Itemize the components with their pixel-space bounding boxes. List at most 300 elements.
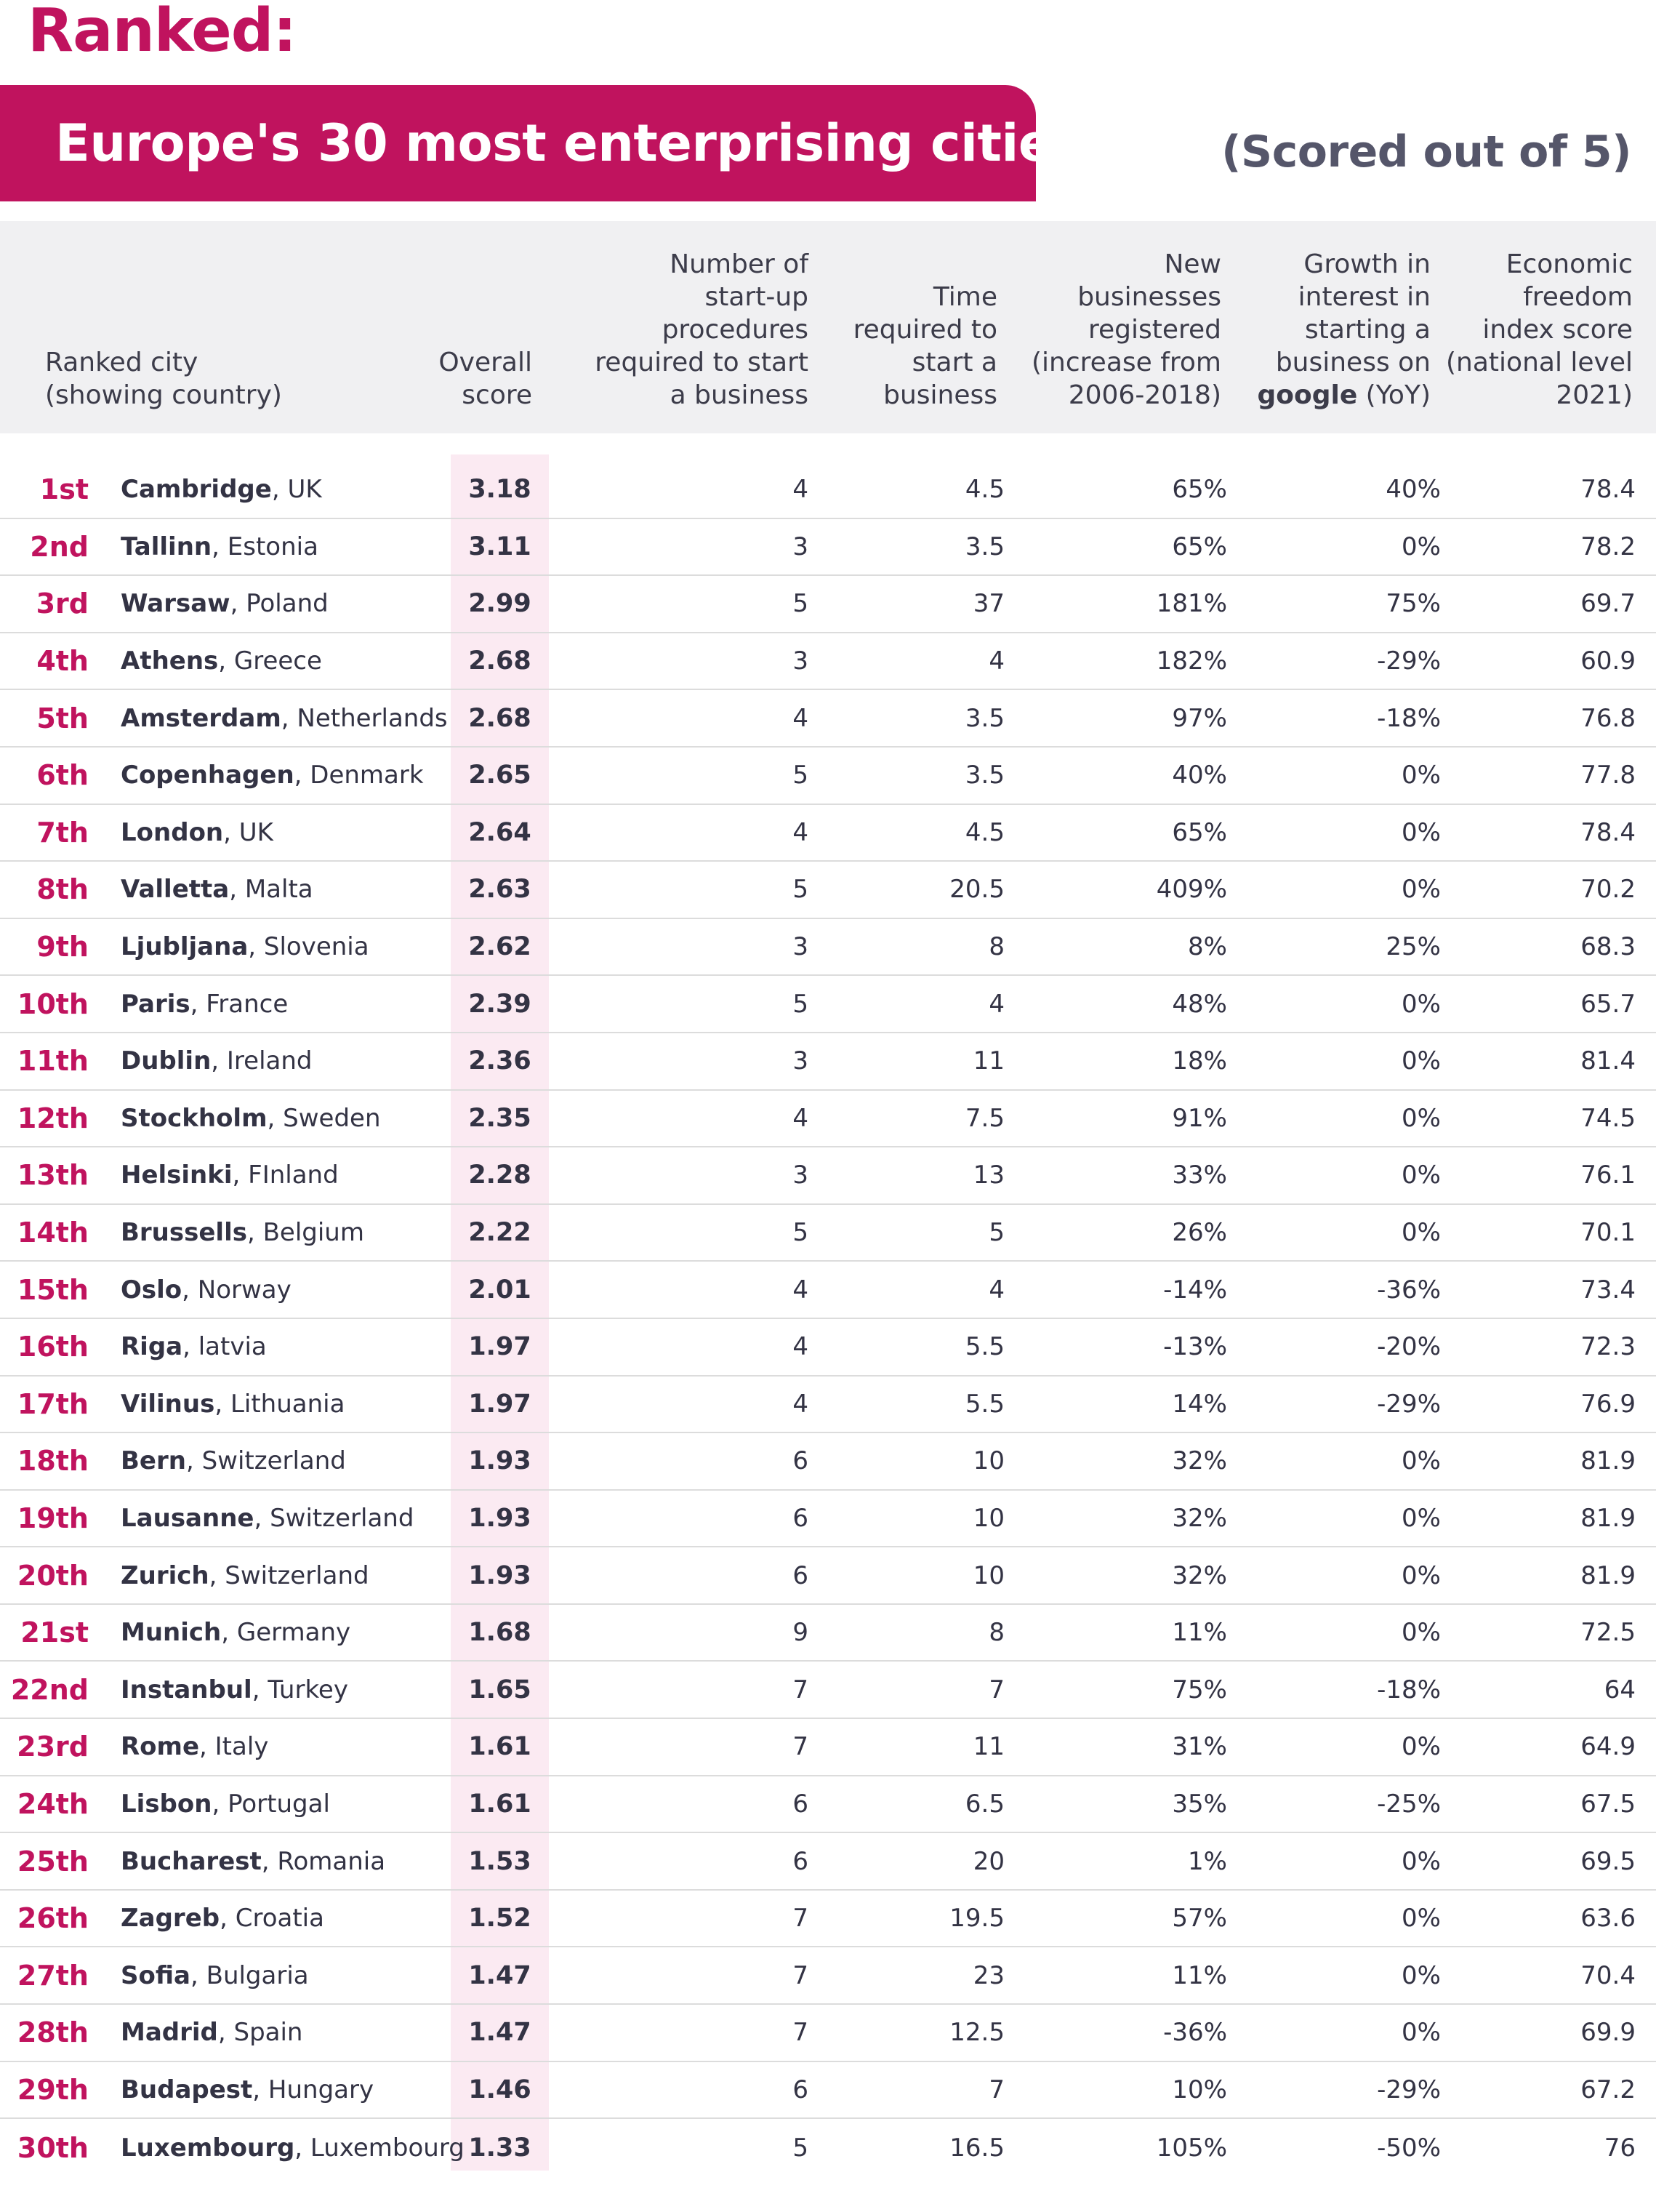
country-name: , Switzerland xyxy=(254,1503,414,1533)
country-name: , Turkey xyxy=(252,1675,348,1704)
table-row xyxy=(0,1033,1656,1091)
overall-score: 2.68 xyxy=(468,646,531,676)
econ-freedom-value: 81.9 xyxy=(1580,1446,1636,1476)
growth-value: 0% xyxy=(1402,1846,1441,1876)
city-cell xyxy=(121,748,424,804)
city-name: Amsterdam xyxy=(121,703,281,733)
time-value: 23 xyxy=(973,1960,1005,1990)
city-name: Valletta xyxy=(121,875,230,905)
title-banner xyxy=(0,85,1083,201)
econ-freedom-value: 76.9 xyxy=(1580,1389,1636,1419)
econ-freedom-value: 73.4 xyxy=(1580,1275,1636,1305)
table-row xyxy=(0,462,1656,519)
rank-label: 8th xyxy=(36,873,89,906)
header-new-line: 2006-2018) xyxy=(1068,380,1221,410)
table-row xyxy=(0,1491,1656,1548)
ranking-table-body xyxy=(0,462,1656,2176)
econ-freedom-value: 72.5 xyxy=(1580,1618,1636,1648)
city-name: Sofia xyxy=(121,1960,190,1990)
overall-score: 1.97 xyxy=(468,1389,531,1419)
time-value: 8 xyxy=(989,932,1005,962)
rank-label: 11th xyxy=(17,1045,89,1078)
growth-value: 0% xyxy=(1402,1560,1441,1590)
city-name: Brussells xyxy=(121,1218,247,1248)
new-businesses-value: 26% xyxy=(1172,1218,1227,1248)
overall-score: 2.68 xyxy=(468,703,531,733)
rank-label: 21st xyxy=(20,1616,89,1649)
table-row xyxy=(0,1262,1656,1319)
procedures-value: 3 xyxy=(792,646,808,676)
country-name: , Belgium xyxy=(246,1218,364,1248)
growth-value: 0% xyxy=(1402,1046,1441,1076)
growth-value: 25% xyxy=(1386,932,1441,962)
table-row xyxy=(0,1891,1656,1948)
new-businesses-value: 10% xyxy=(1172,2075,1227,2104)
procedures-value: 5 xyxy=(792,761,808,790)
time-value: 4 xyxy=(989,989,1005,1019)
city-cell xyxy=(121,1205,364,1261)
new-businesses-value: 97% xyxy=(1172,703,1227,733)
econ-freedom-value: 69.5 xyxy=(1580,1846,1636,1876)
header-growth-google: google xyxy=(1257,380,1358,410)
header-city-line: (showing country) xyxy=(45,380,282,410)
table-row xyxy=(0,576,1656,633)
econ-freedom-value: 70.4 xyxy=(1580,1960,1636,1990)
procedures-value: 4 xyxy=(792,817,808,847)
overall-score: 1.68 xyxy=(468,1618,531,1648)
header-econ-line: 2021) xyxy=(1556,380,1633,410)
city-name: Munich xyxy=(121,1618,222,1648)
header-city xyxy=(45,346,282,433)
growth-value: 0% xyxy=(1402,1503,1441,1533)
econ-freedom-value: 78.4 xyxy=(1580,817,1636,847)
new-businesses-value: 57% xyxy=(1172,1904,1227,1934)
time-value: 5.5 xyxy=(965,1332,1005,1362)
procedures-value: 5 xyxy=(792,1218,808,1248)
city-name: Luxembourg xyxy=(121,2133,295,2163)
city-cell xyxy=(121,519,318,575)
procedures-value: 6 xyxy=(792,1560,808,1590)
overall-score: 1.46 xyxy=(468,2075,531,2104)
header-new-line: registered xyxy=(1088,315,1221,345)
header-time-line: Time xyxy=(933,282,997,312)
country-name: , Estonia xyxy=(212,532,318,561)
time-value: 19.5 xyxy=(949,1904,1005,1934)
city-cell xyxy=(121,919,369,975)
econ-freedom-value: 67.5 xyxy=(1580,1789,1636,1819)
table-row xyxy=(0,1433,1656,1491)
procedures-value: 7 xyxy=(792,1960,808,1990)
time-value: 20.5 xyxy=(949,875,1005,905)
new-businesses-value: 91% xyxy=(1172,1103,1227,1133)
rank-label: 26th xyxy=(17,1902,89,1935)
econ-freedom-value: 78.2 xyxy=(1580,532,1636,561)
city-cell xyxy=(121,1491,414,1547)
new-businesses-value: 409% xyxy=(1156,875,1227,905)
rank-label: 22nd xyxy=(10,1673,89,1706)
procedures-value: 7 xyxy=(792,1675,808,1704)
growth-value: -20% xyxy=(1377,1332,1441,1362)
growth-value: -50% xyxy=(1377,2133,1441,2163)
time-value: 5.5 xyxy=(965,1389,1005,1419)
country-name: , Netherlands xyxy=(281,703,448,733)
header-econ-line: Economic xyxy=(1506,249,1633,279)
overall-score: 1.47 xyxy=(468,2018,531,2048)
header-time-line: business xyxy=(883,380,997,410)
city-cell xyxy=(121,1776,330,1832)
growth-value: 0% xyxy=(1402,1618,1441,1648)
growth-value: 0% xyxy=(1402,1960,1441,1990)
new-businesses-value: 32% xyxy=(1172,1446,1227,1476)
city-name: Vilinus xyxy=(121,1389,215,1419)
growth-value: 0% xyxy=(1402,761,1441,790)
table-row xyxy=(0,805,1656,862)
table-row xyxy=(0,1605,1656,1662)
time-value: 8 xyxy=(989,1618,1005,1648)
header-overall-score xyxy=(438,346,532,433)
overall-score: 1.61 xyxy=(468,1732,531,1762)
table-row xyxy=(0,1377,1656,1434)
city-name: Cambridge xyxy=(121,475,272,505)
country-name: , Switzerland xyxy=(209,1560,369,1590)
growth-value: -36% xyxy=(1377,1275,1441,1305)
time-value: 7 xyxy=(989,2075,1005,2104)
table-row xyxy=(0,1547,1656,1605)
banner-title: Europe's 30 most enterprising cities xyxy=(55,113,1083,173)
city-name: Instanbul xyxy=(121,1675,252,1704)
rank-label: 23rd xyxy=(17,1731,89,1763)
city-name: Zurich xyxy=(121,1560,209,1590)
country-name: , FInland xyxy=(232,1161,339,1190)
rank-label: 6th xyxy=(36,759,89,792)
econ-freedom-value: 70.1 xyxy=(1580,1218,1636,1248)
table-row xyxy=(0,690,1656,748)
econ-freedom-value: 81.9 xyxy=(1580,1560,1636,1590)
overall-score: 2.35 xyxy=(468,1103,531,1133)
country-name: , Poland xyxy=(230,589,329,619)
time-value: 7 xyxy=(989,1675,1005,1704)
new-businesses-value: 32% xyxy=(1172,1560,1227,1590)
rank-label: 28th xyxy=(17,2016,89,2049)
econ-freedom-value: 76.1 xyxy=(1580,1161,1636,1190)
header-procedures-line: a business xyxy=(670,380,808,410)
time-value: 4 xyxy=(989,646,1005,676)
growth-value: 0% xyxy=(1402,817,1441,847)
new-businesses-value: 31% xyxy=(1172,1732,1227,1762)
city-name: Dublin xyxy=(121,1046,212,1076)
econ-freedom-value: 72.3 xyxy=(1580,1332,1636,1362)
new-businesses-value: 65% xyxy=(1172,817,1227,847)
city-name: Bucharest xyxy=(121,1846,262,1876)
econ-freedom-value: 60.9 xyxy=(1580,646,1636,676)
time-value: 37 xyxy=(973,589,1005,619)
procedures-value: 4 xyxy=(792,475,808,505)
growth-value: 0% xyxy=(1402,1904,1441,1934)
overall-score: 1.97 xyxy=(468,1332,531,1362)
table-row xyxy=(0,976,1656,1033)
country-name: , Norway xyxy=(182,1275,292,1305)
overall-score: 2.36 xyxy=(468,1046,531,1076)
procedures-value: 4 xyxy=(792,1389,808,1419)
time-value: 11 xyxy=(973,1732,1005,1762)
procedures-value: 3 xyxy=(792,532,808,561)
growth-value: 75% xyxy=(1386,589,1441,619)
overall-score: 3.18 xyxy=(468,475,531,505)
city-cell xyxy=(121,576,329,632)
new-businesses-value: 32% xyxy=(1172,1503,1227,1533)
procedures-value: 5 xyxy=(792,589,808,619)
header-new-line: New xyxy=(1164,249,1221,279)
time-value: 4 xyxy=(989,1275,1005,1305)
table-row xyxy=(0,1319,1656,1377)
header-overall-line: Overall xyxy=(438,348,532,377)
time-value: 5 xyxy=(989,1218,1005,1248)
header-growth xyxy=(1257,248,1431,433)
table-row xyxy=(0,633,1656,691)
overall-score: 3.11 xyxy=(468,532,531,561)
score-scale-note: (Scored out of 5) xyxy=(1221,127,1631,177)
procedures-value: 4 xyxy=(792,1275,808,1305)
time-value: 7.5 xyxy=(965,1103,1005,1133)
city-name: Paris xyxy=(121,989,190,1019)
time-value: 4.5 xyxy=(965,817,1005,847)
overall-score: 1.52 xyxy=(468,1904,531,1934)
new-businesses-value: 105% xyxy=(1156,2133,1227,2163)
country-name: , UK xyxy=(223,817,273,847)
overall-score: 1.93 xyxy=(468,1503,531,1533)
time-value: 10 xyxy=(973,1503,1005,1533)
growth-value: -25% xyxy=(1377,1789,1441,1819)
growth-value: 0% xyxy=(1402,875,1441,905)
procedures-value: 3 xyxy=(792,932,808,962)
country-name: , Italy xyxy=(199,1732,269,1762)
rank-label: 16th xyxy=(17,1331,89,1363)
new-businesses-value: 14% xyxy=(1172,1389,1227,1419)
econ-freedom-value: 81.4 xyxy=(1580,1046,1636,1076)
city-cell xyxy=(121,1319,267,1375)
time-value: 20 xyxy=(973,1846,1005,1876)
city-cell xyxy=(121,2005,302,2061)
overall-score: 2.01 xyxy=(468,1275,531,1305)
growth-value: -29% xyxy=(1377,2075,1441,2104)
rank-label: 7th xyxy=(36,816,89,849)
country-name: , Luxembourg xyxy=(294,2133,465,2163)
country-name: , Portugal xyxy=(212,1789,330,1819)
time-value: 3.5 xyxy=(965,532,1005,561)
overall-score: 2.62 xyxy=(468,932,531,962)
city-name: Rome xyxy=(121,1732,200,1762)
country-name: , UK xyxy=(271,475,322,505)
rank-label: 30th xyxy=(17,2131,89,2164)
new-businesses-value: -14% xyxy=(1163,1275,1227,1305)
table-row xyxy=(0,862,1656,919)
overall-score: 2.63 xyxy=(468,875,531,905)
growth-value: 0% xyxy=(1402,532,1441,561)
header-time xyxy=(853,281,997,433)
growth-value: 0% xyxy=(1402,989,1441,1019)
econ-freedom-value: 81.9 xyxy=(1580,1503,1636,1533)
table-row xyxy=(0,1662,1656,1719)
procedures-value: 3 xyxy=(792,1161,808,1190)
rank-label: 9th xyxy=(36,931,89,963)
econ-freedom-value: 76.8 xyxy=(1580,703,1636,733)
city-cell xyxy=(121,976,288,1032)
new-businesses-value: 18% xyxy=(1172,1046,1227,1076)
rank-label: 2nd xyxy=(30,530,89,563)
econ-freedom-value: 64 xyxy=(1604,1675,1636,1704)
city-cell xyxy=(121,1891,324,1947)
new-businesses-value: 35% xyxy=(1172,1789,1227,1819)
procedures-value: 9 xyxy=(792,1618,808,1648)
table-row xyxy=(0,1147,1656,1205)
overall-score: 2.99 xyxy=(468,589,531,619)
procedures-value: 5 xyxy=(792,2133,808,2163)
table-row xyxy=(0,2005,1656,2062)
time-value: 11 xyxy=(973,1046,1005,1076)
procedures-value: 4 xyxy=(792,1103,808,1133)
header-new-line: businesses xyxy=(1077,282,1221,312)
econ-freedom-value: 67.2 xyxy=(1580,2075,1636,2104)
procedures-value: 5 xyxy=(792,989,808,1019)
city-name: Helsinki xyxy=(121,1161,233,1190)
city-name: Lausanne xyxy=(121,1503,254,1533)
rank-label: 5th xyxy=(36,702,89,734)
header-time-line: start a xyxy=(912,348,997,377)
header-econ-line: index score xyxy=(1482,315,1633,345)
country-name: , Slovenia xyxy=(248,932,369,962)
new-businesses-value: 65% xyxy=(1172,475,1227,505)
city-name: Budapest xyxy=(121,2075,253,2104)
city-name: Zagreb xyxy=(121,1904,220,1934)
table-row xyxy=(0,1091,1656,1148)
city-cell xyxy=(121,1262,292,1318)
rank-label: 3rd xyxy=(36,588,89,620)
time-value: 13 xyxy=(973,1161,1005,1190)
city-cell xyxy=(121,2119,465,2176)
growth-value: -29% xyxy=(1377,646,1441,676)
new-businesses-value: 1% xyxy=(1188,1846,1227,1876)
rank-label: 12th xyxy=(17,1102,89,1134)
table-row xyxy=(0,1833,1656,1891)
procedures-value: 3 xyxy=(792,1046,808,1076)
overall-score: 1.65 xyxy=(468,1675,531,1704)
country-name: , Spain xyxy=(217,2018,303,2048)
overall-score: 2.64 xyxy=(468,817,531,847)
econ-freedom-value: 63.6 xyxy=(1580,1904,1636,1934)
growth-value: 0% xyxy=(1402,1732,1441,1762)
procedures-value: 6 xyxy=(792,1846,808,1876)
rank-label: 18th xyxy=(17,1445,89,1478)
header-procedures-line: Number of xyxy=(670,249,808,279)
procedures-value: 4 xyxy=(792,703,808,733)
header-growth-line: Growth in xyxy=(1303,249,1431,279)
city-name: Athens xyxy=(121,646,219,676)
city-cell xyxy=(121,690,448,746)
new-businesses-value: 33% xyxy=(1172,1161,1227,1190)
header-growth-line xyxy=(1257,379,1431,412)
econ-freedom-value: 76 xyxy=(1604,2133,1636,2163)
new-businesses-value: 11% xyxy=(1172,1960,1227,1990)
rank-label: 1st xyxy=(39,473,89,506)
city-name: Warsaw xyxy=(121,589,230,619)
rank-label: 25th xyxy=(17,1845,89,1878)
growth-value: 0% xyxy=(1402,1446,1441,1476)
header-time-line: required to xyxy=(853,315,997,345)
econ-freedom-value: 69.9 xyxy=(1580,2018,1636,2048)
header-procedures xyxy=(595,248,808,433)
country-name: , Malta xyxy=(229,875,313,905)
header-growth-line: starting a xyxy=(1304,315,1431,345)
growth-value: 0% xyxy=(1402,1218,1441,1248)
growth-value: -29% xyxy=(1377,1389,1441,1419)
city-cell xyxy=(121,1033,313,1089)
table-row xyxy=(0,1947,1656,2005)
procedures-value: 7 xyxy=(792,1904,808,1934)
rank-label: 13th xyxy=(17,1159,89,1192)
time-value: 3.5 xyxy=(965,703,1005,733)
country-name: , Lithuania xyxy=(214,1389,345,1419)
table-row xyxy=(0,919,1656,977)
city-cell xyxy=(121,862,313,918)
city-name: Ljubljana xyxy=(121,932,249,962)
table-header xyxy=(0,221,1656,433)
procedures-value: 6 xyxy=(792,2075,808,2104)
time-value: 12.5 xyxy=(949,2018,1005,2048)
overall-score: 2.22 xyxy=(468,1218,531,1248)
city-cell xyxy=(121,1433,346,1489)
city-cell xyxy=(121,1833,385,1889)
header-econ-line: freedom xyxy=(1523,282,1633,312)
city-name: Stockholm xyxy=(121,1103,268,1133)
country-name: , Switzerland xyxy=(185,1446,346,1476)
table-row xyxy=(0,2062,1656,2120)
header-new-line: (increase from xyxy=(1032,348,1221,377)
city-cell xyxy=(121,2062,374,2118)
growth-value: -18% xyxy=(1377,703,1441,733)
rank-label: 24th xyxy=(17,1787,89,1820)
table-row xyxy=(0,748,1656,805)
city-name: Tallinn xyxy=(121,532,212,561)
rank-label: 15th xyxy=(17,1273,89,1306)
city-cell xyxy=(121,805,273,861)
table-row xyxy=(0,2119,1656,2176)
city-name: Madrid xyxy=(121,2018,218,2048)
new-businesses-value: -36% xyxy=(1163,2018,1227,2048)
growth-value: 0% xyxy=(1402,1103,1441,1133)
country-name: , Hungary xyxy=(252,2075,374,2104)
header-city-line: Ranked city xyxy=(45,348,198,377)
city-name: Bern xyxy=(121,1446,186,1476)
city-name: Oslo xyxy=(121,1275,182,1305)
table-row xyxy=(0,1205,1656,1262)
time-value: 16.5 xyxy=(949,2133,1005,2163)
growth-value: 0% xyxy=(1402,2018,1441,2048)
city-cell xyxy=(121,462,322,518)
new-businesses-value: 182% xyxy=(1156,646,1227,676)
city-name: Lisbon xyxy=(121,1789,212,1819)
new-businesses-value: 65% xyxy=(1172,532,1227,561)
city-name: London xyxy=(121,817,224,847)
header-econ-freedom xyxy=(1446,248,1633,433)
city-cell xyxy=(121,1091,381,1147)
city-name: Riga xyxy=(121,1332,183,1362)
time-value: 6.5 xyxy=(965,1789,1005,1819)
procedures-value: 6 xyxy=(792,1503,808,1533)
country-name: , Denmark xyxy=(294,761,424,790)
growth-value: 40% xyxy=(1386,475,1441,505)
econ-freedom-value: 74.5 xyxy=(1580,1103,1636,1133)
econ-freedom-value: 68.3 xyxy=(1580,932,1636,962)
